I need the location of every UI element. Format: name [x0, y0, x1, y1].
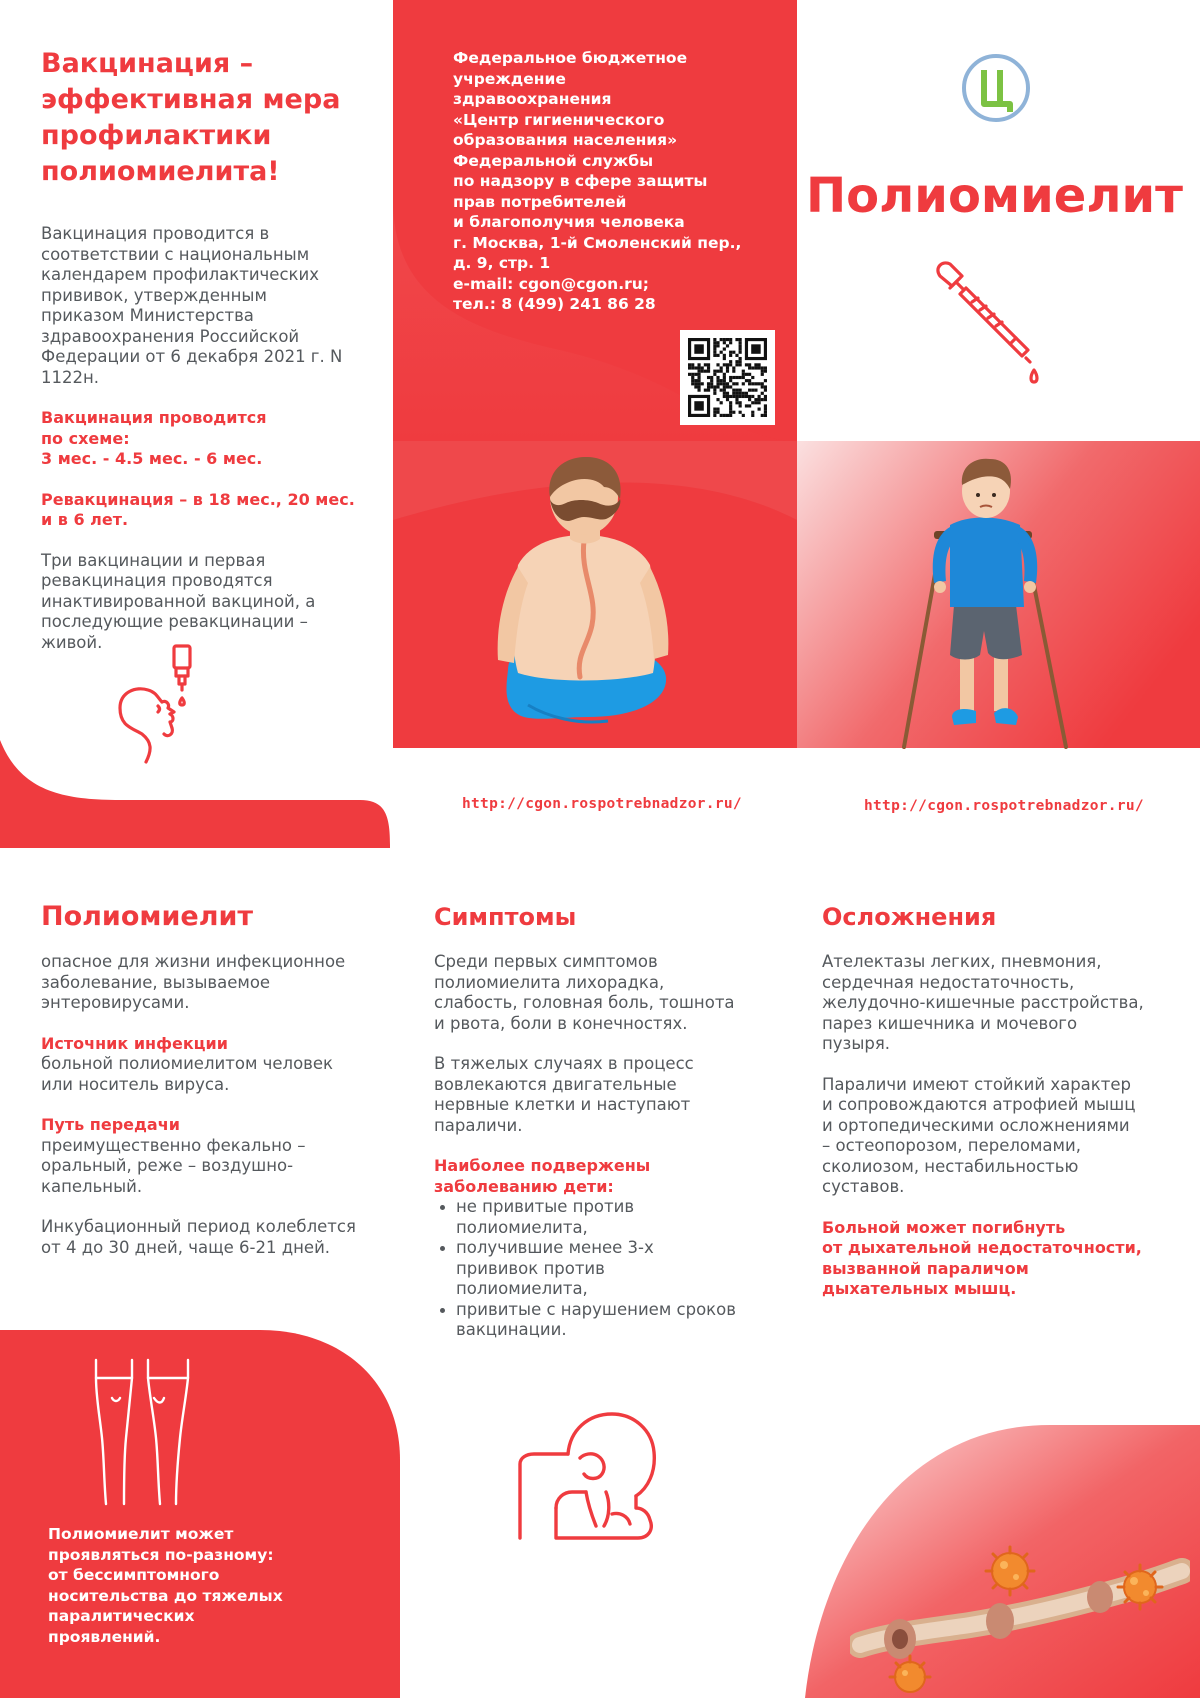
nerve-virus-illustration: [850, 1535, 1190, 1698]
contacts-text: Федеральное бюджетное учреждение здравоохранения «Центр гигиенического образования населения» Федеральной службы по надзору в сфере защиты прав потребителей и благополучия человека г. Москва, 1-й Смоленский пер., д. 9, стр. 1 e-mail: cgon@cgon.ru; тел.: 8 (499) 241 86 28: [453, 48, 783, 315]
symptoms-text-1: Среди первых симптомов полиомиелита лихорадка, слабость, головная боль, тошнота и рвота, боли в конечностях.: [434, 952, 735, 1033]
vaccination-note: Три вакцинации и первая ревакцинация проводятся инактивированной вакциной, а последующие ревакцинации – живой.: [41, 550, 316, 652]
logo-icon: [960, 52, 1032, 124]
polio-manifestation: Полиомиелит может проявляться по-разному: от бессимптомного носительства до тяжелых паралитических проявлений.: [48, 1525, 283, 1646]
vaccination-scheme: Вакцинация проводится по схеме: 3 мес. - 4.5 мес. - 6 мес.: [41, 408, 267, 468]
website-link-1[interactable]: http://cgon.rospotrebnadzor.ru/: [462, 796, 742, 812]
revaccination-schedule: Ревакцинация – в 18 мес., 20 мес. и в 6 лет.: [41, 489, 355, 529]
polio-section: [41, 900, 381, 1258]
transmission-label: Путь передачи: [41, 1115, 180, 1134]
complications-text-2: Параличи имеют стойкий характер и сопровождаются атрофией мышц и ортопедическими осложнениями – остеопорозом, переломами, сколиозом, нестабильностью суставов.: [822, 1074, 1136, 1196]
vaccination-section: [41, 46, 381, 653]
email-link: e-mail: cgon@cgon.ru;: [453, 274, 649, 293]
fatal-warning: Больной может погибнуть от дыхательной недостаточности, вызванной параличом дыхательных мышц.: [822, 1217, 1142, 1298]
complications-section: [822, 900, 1192, 1300]
polio-heading: Полиомиелит: [41, 901, 254, 932]
complications-text-1: Ателектазы легких, пневмония, сердечная недостаточность, желудочно-кишечные расстройства, парез кишечника и мочевого пузыря.: [822, 952, 1144, 1053]
complications-heading: Осложнения: [822, 903, 997, 931]
oral-drops-icon: [112, 642, 202, 764]
legs-icon: [92, 1358, 197, 1506]
vaccination-intro: Вакцинация проводится в соответствии с национальным календарем профилактических прививок, утвержденным приказом Министерства здравоохранения Российской Федерации от 6 декабря 2021 г. N 1122н.: [41, 224, 343, 387]
phone-number: тел.: 8 (499) 241 86 28: [453, 295, 656, 313]
symptoms-heading: Симптомы: [434, 903, 577, 931]
coughing-person-icon: [516, 1408, 666, 1542]
vaccination-heading: Вакцинация – эффективная мера профилактики полиомиелита!: [41, 48, 341, 187]
infection-source-label: Источник инфекции: [41, 1033, 228, 1053]
front-title: Полиомиелит: [806, 168, 1183, 224]
contacts-block: [453, 48, 783, 315]
incubation-text: Инкубационный период колеблется от 4 до 30 дней, чаще 6-21 дней.: [41, 1217, 356, 1257]
qr-code-icon: [680, 330, 775, 425]
dropper-icon: [930, 258, 1050, 398]
qr-code: [688, 338, 767, 417]
symptoms-section: [434, 900, 784, 1341]
transmission-text: преимущественно фекально – оральный, реже – воздушно- капельный.: [41, 1135, 306, 1196]
list-item: не привитые против полиомиелита,: [434, 1197, 784, 1238]
infection-source-text: больной полиомиелитом человек или носитель вируса.: [41, 1054, 334, 1094]
risk-group-list: [434, 1197, 784, 1341]
symptoms-text-2: В тяжелых случаях в процесс вовлекаются двигательные нервные клетки и наступают параличи.: [434, 1054, 694, 1135]
list-item: привитые с нарушением сроков вакцинации.: [434, 1300, 784, 1341]
risk-group-label: Наиболее подвержены заболеванию дети:: [434, 1156, 651, 1196]
list-item: получившие менее 3-х прививок против полиомиелита,: [434, 1238, 784, 1300]
website-link-2[interactable]: http://cgon.rospotrebnadzor.ru/: [864, 798, 1144, 814]
polio-definition: опасное для жизни инфекционное заболевание, вызываемое энтеровирусами.: [41, 952, 346, 1012]
child-crutches-illustration: [898, 455, 1068, 750]
child-back-illustration: [488, 455, 673, 740]
